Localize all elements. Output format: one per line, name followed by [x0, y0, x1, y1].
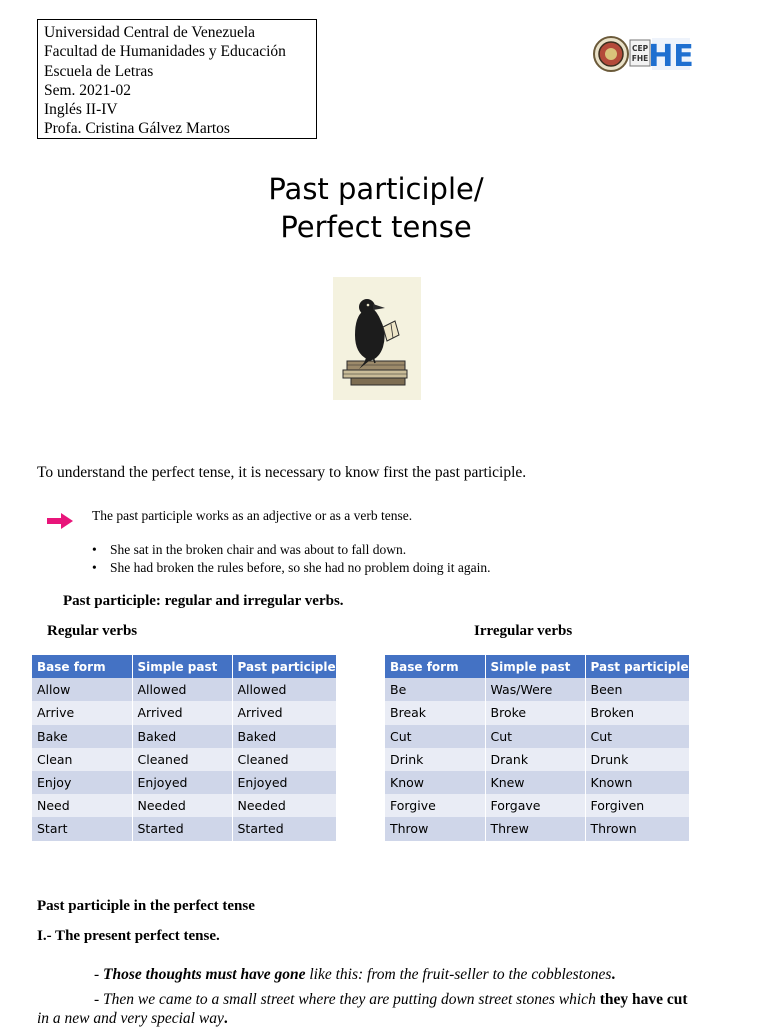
table-cell: Enjoyed — [132, 771, 232, 794]
table-cell: Drink — [385, 748, 485, 771]
table-cell: Started — [132, 817, 232, 840]
table-row — [385, 748, 689, 771]
table-cell: Cut — [485, 725, 585, 748]
table-cell: Know — [385, 771, 485, 794]
institution-header-box — [37, 19, 317, 139]
example-period: . — [223, 1010, 228, 1027]
column-header-base-form: Base form — [32, 655, 132, 678]
present-perfect-heading: I.- The present perfect tense. — [37, 928, 220, 944]
table-cell: Broke — [485, 701, 585, 724]
participle-note: The past participle works as an adjective or as a verb tense. — [92, 508, 413, 523]
he-logo — [648, 38, 692, 74]
table-row — [32, 725, 336, 748]
table-cell: Forgiven — [585, 794, 689, 817]
table-row — [32, 748, 336, 771]
table-cell: Bake — [32, 725, 132, 748]
table-cell: Clean — [32, 748, 132, 771]
table-header-row — [32, 655, 336, 678]
table-cell: Drank — [485, 748, 585, 771]
example-sentence-1 — [94, 966, 615, 984]
example-bullets — [92, 541, 491, 576]
table-cell: Allowed — [132, 678, 232, 701]
arrow-right-icon — [46, 512, 74, 535]
table-cell: Need — [32, 794, 132, 817]
table-cell: Needed — [232, 794, 336, 817]
table-cell: Arrived — [132, 701, 232, 724]
example-sentence-2 — [94, 991, 688, 1009]
example-text: - Then we came to a small street where they are putting down street stones which — [94, 991, 600, 1008]
bullet-item — [92, 559, 491, 577]
table-header-row — [385, 655, 689, 678]
cep-fhe-logo — [630, 40, 650, 66]
example-sentence-2-continued — [37, 1010, 228, 1028]
title-line-1: Past participle/ — [268, 172, 484, 206]
table-cell: Forgive — [385, 794, 485, 817]
table-cell: Drunk — [585, 748, 689, 771]
table-cell: Be — [385, 678, 485, 701]
column-header-past-participle: Past participle — [585, 655, 689, 678]
table-cell: Throw — [385, 817, 485, 840]
table-cell: Allowed — [232, 678, 336, 701]
page-title — [0, 170, 752, 246]
table-cell: Thrown — [585, 817, 689, 840]
table-row — [385, 817, 689, 840]
table-row — [32, 701, 336, 724]
bullet-icon: • — [92, 559, 97, 575]
table-cell: Cut — [585, 725, 689, 748]
irregular-verbs-heading: Irregular verbs — [474, 623, 573, 639]
table-row — [385, 678, 689, 701]
column-header-simple-past: Simple past — [132, 655, 232, 678]
table-cell: Cut — [385, 725, 485, 748]
header-line-faculty: Facultad de Humanidades y Educación — [44, 43, 286, 61]
table-cell: Baked — [232, 725, 336, 748]
header-line-semester: Sem. 2021-02 — [44, 81, 131, 99]
table-row — [385, 725, 689, 748]
table-cell: Threw — [485, 817, 585, 840]
table-cell: Been — [585, 678, 689, 701]
bullet-text: She had broken the rules before, so she had no problem doing it again. — [110, 559, 491, 575]
section-title: Past participle: regular and irregular verbs. — [63, 593, 344, 609]
table-cell: Known — [585, 771, 689, 794]
table-cell: Arrive — [32, 701, 132, 724]
table-cell: Enjoyed — [232, 771, 336, 794]
table-cell: Cleaned — [132, 748, 232, 771]
example-bold-phrase: Those thoughts must have gone — [103, 966, 306, 983]
table-row — [32, 678, 336, 701]
table-row — [385, 771, 689, 794]
svg-text:FHE: FHE — [631, 54, 649, 63]
crow-reading-illustration — [333, 277, 421, 400]
bullet-item — [92, 541, 491, 559]
table-cell: Allow — [32, 678, 132, 701]
example-text: like this: from the fruit-seller to the cobblestones — [305, 966, 612, 983]
table-cell: Needed — [132, 794, 232, 817]
table-cell: Forgave — [485, 794, 585, 817]
regular-verbs-table — [32, 655, 337, 841]
university-seal-logo — [594, 37, 628, 71]
example-period: . — [611, 966, 616, 983]
crow-icon — [333, 277, 421, 400]
example-text: in a new and very special way — [37, 1010, 224, 1027]
column-header-base-form: Base form — [385, 655, 485, 678]
irregular-verbs-table — [385, 655, 690, 841]
table-cell: Start — [32, 817, 132, 840]
table-cell: Broken — [585, 701, 689, 724]
example-bold-phrase: they have cut — [599, 991, 688, 1008]
table-cell: Knew — [485, 771, 585, 794]
example-prefix: - — [94, 966, 104, 983]
title-line-2: Perfect tense — [280, 210, 472, 244]
column-header-simple-past: Simple past — [485, 655, 585, 678]
header-line-course: Inglés II-IV — [44, 101, 118, 119]
table-cell: Started — [232, 817, 336, 840]
header-line-university: Universidad Central de Venezuela — [44, 24, 256, 41]
table-cell: Enjoy — [32, 771, 132, 794]
table-row — [32, 817, 336, 840]
header-line-school: Escuela de Letras — [44, 62, 154, 80]
table-cell: Arrived — [232, 701, 336, 724]
svg-text:HE: HE — [648, 39, 692, 74]
institution-logos — [592, 34, 692, 74]
table-cell: Was/Were — [485, 678, 585, 701]
intro-text: To understand the perfect tense, it is necessary to know first the past participle. — [37, 464, 527, 481]
table-row — [385, 701, 689, 724]
regular-verbs-heading: Regular verbs — [47, 623, 138, 639]
table-row — [32, 794, 336, 817]
logos-svg — [592, 34, 692, 74]
table-cell: Cleaned — [232, 748, 336, 771]
table-row — [385, 794, 689, 817]
bullet-text: She sat in the broken chair and was about to fall down. — [110, 542, 407, 557]
table-cell: Break — [385, 701, 485, 724]
table-row — [32, 771, 336, 794]
perfect-tense-heading: Past participle in the perfect tense — [37, 898, 255, 914]
bullet-icon: • — [92, 542, 97, 557]
svg-text:CEP: CEP — [631, 44, 649, 53]
table-cell: Baked — [132, 725, 232, 748]
column-header-past-participle: Past participle — [232, 655, 336, 678]
header-line-professor: Profa. Cristina Gálvez Martos — [44, 120, 230, 138]
